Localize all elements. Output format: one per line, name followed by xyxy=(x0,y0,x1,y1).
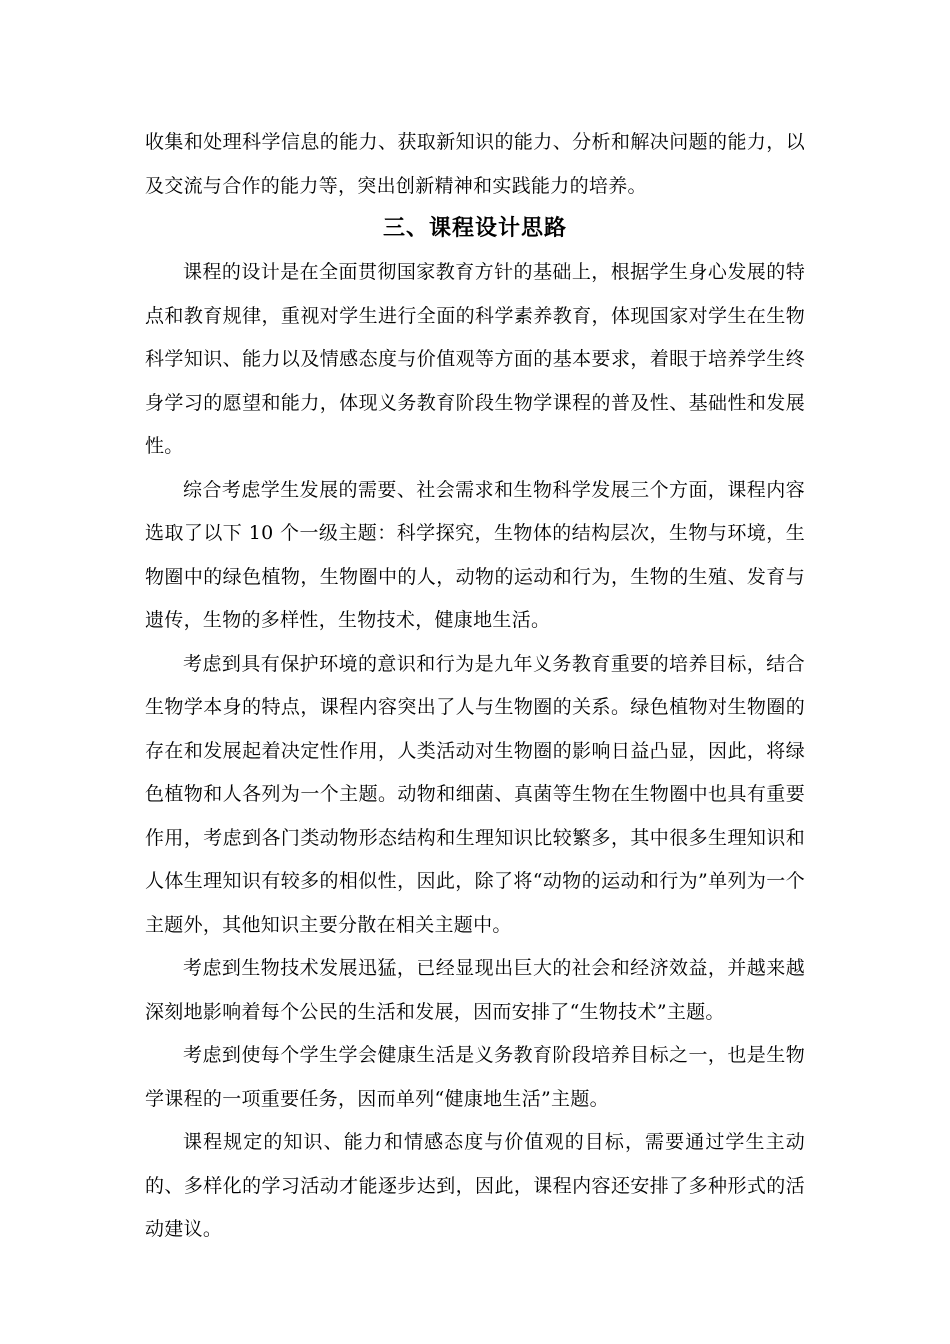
paragraph-environment: 考虑到具有保护环境的意识和行为是九年义务教育重要的培养目标，结合生物学本身的特点，课程内容突出了人与生物圈的关系。绿色植物对生物圈的存在和发展起着决定性作用，人类活动对生物圈的影响日益凸显，因此，将绿色植物和人各列为一个主题。动物和细菌、真菌等生物在生物圈中也具有重要作用，考虑到各门类动物形态结构和生理知识比较繁多，其中很多生理知识和人体生理知识有较多的相似性，因此，除了将“动物的运动和行为”单列为一个主题外，其他知识主要分散在相关主题中。 xyxy=(145,652,805,936)
paragraph-activities: 课程规定的知识、能力和情感态度与价值观的目标，需要通过学生主动的、多样化的学习活动才能逐步达到，因此，课程内容还安排了多种形式的活动建议。 xyxy=(145,1131,805,1240)
section-heading: 三、课程设计思路 xyxy=(382,215,567,241)
paragraph-biotechnology: 考虑到生物技术发展迅猛，已经显现出巨大的社会和经济效益，并越来越深刻地影响着每个公民的生活和发展，因而安排了“生物技术”主题。 xyxy=(145,957,805,1023)
continued-paragraph: 收集和处理科学信息的能力、获取新知识的能力、分析和解决问题的能力，以及交流与合作的能力等，突出创新精神和实践能力的培养。 xyxy=(145,131,805,197)
paragraph-healthy-living: 考虑到使每个学生学会健康生活是义务教育阶段培养目标之一，也是生物学课程的一项重要任务，因而单列“健康地生活”主题。 xyxy=(145,1044,805,1110)
paragraph-ten-themes: 综合考虑学生发展的需要、社会需求和生物科学发展三个方面，课程内容选取了以下 10 个一级主题：科学探究，生物体的结构层次，生物与环境，生物圈中的绿色植物，生物圈中的人，动物的运动和行为，生物的生殖、发育与遗传，生物的多样性，生物技术，健康地生活。 xyxy=(145,478,805,631)
paragraph-course-design: 课程的设计是在全面贯彻国家教育方针的基础上，根据学生身心发展的特点和教育规律，重视对学生进行全面的科学素养教育，体现国家对学生在生物科学知识、能力以及情感态度与价值观等方面的基本要求，着眼于培养学生终身学习的愿望和能力，体现义务教育阶段生物学课程的普及性、基础性和发展性。 xyxy=(145,261,805,457)
